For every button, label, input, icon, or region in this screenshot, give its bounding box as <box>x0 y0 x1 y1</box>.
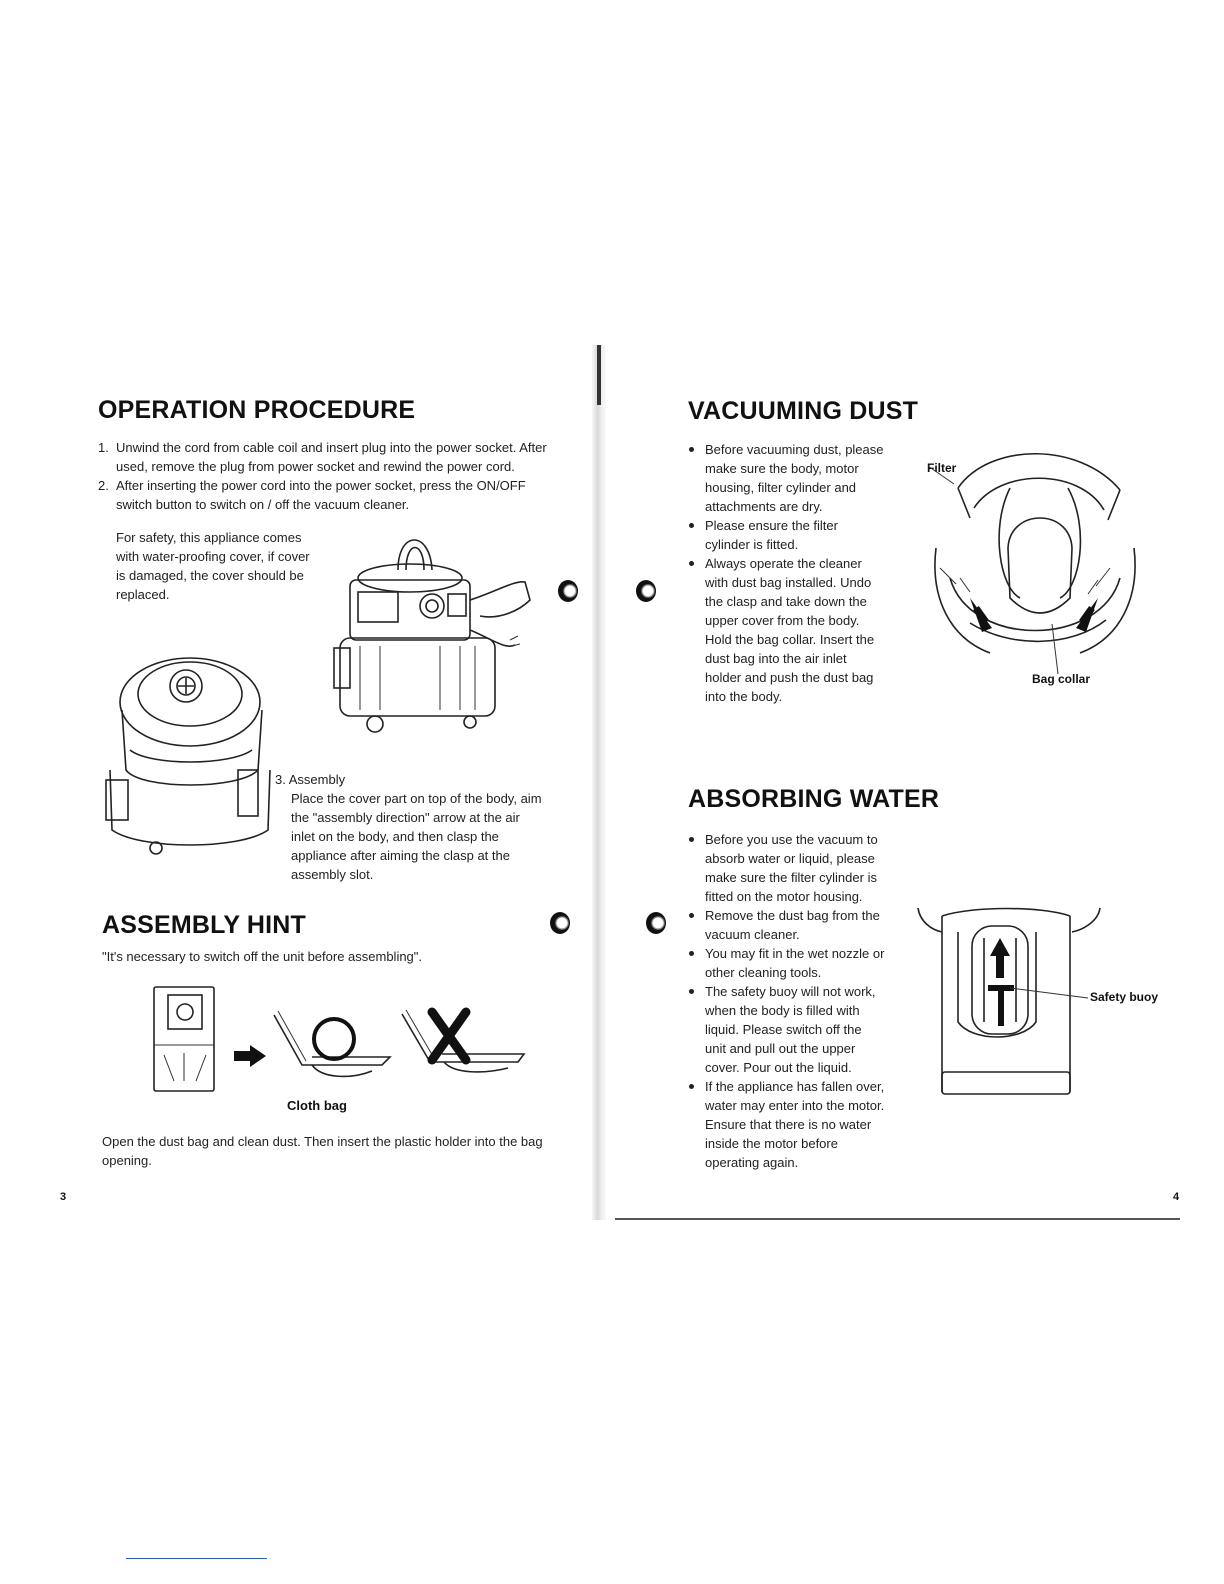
absorbing-water-title: ABSORBING WATER <box>688 785 940 813</box>
x-mark-icon <box>424 1006 474 1066</box>
footer-link-line <box>126 1558 267 1559</box>
punch-hole <box>636 580 656 602</box>
step-item: 1. Unwind the cord from cable coil and insert plug into the power socket. After used, remove the plug from power socket and rewind the power cord. <box>98 440 547 474</box>
cloth-bag-insert-illustration <box>272 1005 392 1085</box>
bullet-item: You may fit in the wet nozzle or other cleaning tools. <box>687 944 885 982</box>
page-number-right: 4 <box>1173 1191 1180 1203</box>
bullet-item: Before you use the vacuum to absorb water or liquid, please make sure the filter cylinder is fitted on the motor housing. <box>687 830 885 906</box>
assembly-hint-text: Open the dust bag and clean dust. Then insert the plastic holder into the bag opening. <box>102 1134 543 1168</box>
filter-label: Filter <box>927 461 957 475</box>
filter-bag-collar-illustration <box>930 448 1140 678</box>
bag-collar-label: Bag collar <box>1032 672 1091 686</box>
cloth-bag-caption: Cloth bag <box>287 1098 347 1113</box>
assembly-step-heading: 3. Assembly <box>275 772 346 787</box>
punch-hole <box>550 912 570 934</box>
operation-steps <box>98 438 548 514</box>
bottom-edge-line <box>615 1218 1180 1220</box>
page-number-left: 3 <box>60 1191 67 1203</box>
dust-bag-icon <box>150 985 220 1095</box>
operation-procedure-title: OPERATION PROCEDURE <box>98 396 416 424</box>
vacuuming-dust-title: VACUUMING DUST <box>688 397 919 425</box>
bullet-item: Before vacuuming dust, please make sure the body, motor housing, filter cylinder and attachments are dry. <box>687 440 885 516</box>
bullet-item: Always operate the cleaner with dust bag installed. Undo the clasp and take down the upper cover from the body. Hold the bag collar. Insert the dust bag into the air inlet holder and push the dust bag into the body. <box>687 554 885 706</box>
bullet-item: Remove the dust bag from the vacuum cleaner. <box>687 906 885 944</box>
assembly-hint-quote: "It's necessary to switch off the unit before assembling". <box>102 949 423 964</box>
punch-hole <box>646 912 666 934</box>
vacuuming-bullets <box>687 440 885 706</box>
assembly-step-text: Place the cover part on top of the body, aim the "assembly direction" arrow at the air inlet on the body, and then clasp the appliance after aiming the clasp at the assembly slot. <box>291 791 542 882</box>
bullet-item: Please ensure the filter cylinder is fitted. <box>687 516 885 554</box>
page-fold <box>592 345 606 1220</box>
vacuum-cleaner-plug-illustration <box>320 520 540 740</box>
arrow-right-icon <box>232 1043 268 1069</box>
assembly-step <box>275 770 547 884</box>
bullet-item: The safety buoy will not work, when the body is filled with liquid. Please switch off the unit and pull out the upper cover. Pour out the liquid. <box>687 982 885 1077</box>
safety-note: For safety, this appliance comes with water-proofing cover, if cover is damaged, the cover should be replaced. <box>116 530 310 602</box>
punch-hole <box>558 580 578 602</box>
absorbing-water-bullets <box>687 830 885 1172</box>
step-item: 2. After inserting the power cord into the power socket, press the ON/OFF switch button to switch on / off the vacuum cleaner. <box>98 478 526 512</box>
safety-buoy-illustration <box>912 902 1102 1098</box>
assembly-hint-title: ASSEMBLY HINT <box>102 911 307 939</box>
bullet-item: If the appliance has fallen over, water may enter into the motor. Ensure that there is no water inside the motor before operating again. <box>687 1077 885 1172</box>
safety-buoy-label: Safety buoy <box>1090 990 1159 1004</box>
vacuum-cover-assembly-illustration <box>100 650 280 860</box>
fold-shadow <box>597 345 601 405</box>
